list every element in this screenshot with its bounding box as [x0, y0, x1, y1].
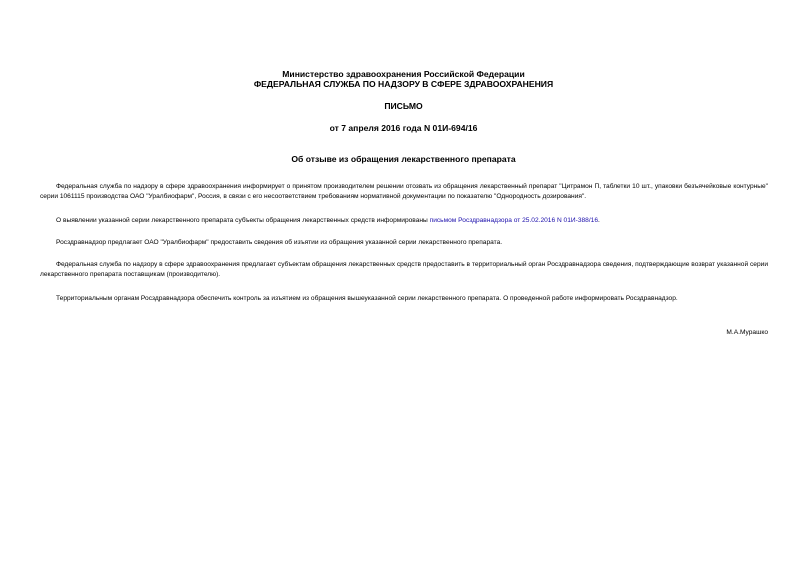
prior-letter-link[interactable]: письмом Росздравнадзора от 25.02.2016 N 01И-388/16	[429, 217, 598, 224]
document-type: ПИСЬМО	[384, 101, 423, 111]
paragraph-territorial-control: Территориальным органам Росздравнадзора обеспечить контроль за изъятием из обращения вышеуказанной серии лекарственного препарата. О проведенной работе информировать Росздравнадзор.	[56, 295, 678, 302]
ministry-name: Министерство здравоохранения Российской Федерации	[282, 69, 525, 79]
service-name: ФЕДЕРАЛЬНАЯ СЛУЖБА ПО НАДЗОРУ В СФЕРЕ ЗДРАВООХРАНЕНИЯ	[253, 79, 554, 89]
paragraph-recall-notice: Федеральная служба по надзору в сфере здравоохранения информирует о принятом производителем решении отозвать из обращения лекарственный препарат "Цитрамон П, таблетки 10 шт., упаковки безъячейковые контурные" серии 1061115 производства ОАО "Уралбиофарм", Россия, в связи с его несоответствием требованиям нормативной документации по показателю "Однородность дозирования".	[40, 183, 768, 200]
paragraph-prior-notice-text: О выявлении указанной серии лекарственного препарата субъекты обращения лекарственных средств информированы	[56, 217, 430, 224]
paragraph-prior-notice	[40, 216, 768, 226]
paragraph-prior-notice-end: .	[598, 217, 600, 224]
signature: М.А.Мурашко	[726, 329, 768, 336]
document-date-number: от 7 апреля 2016 года N 01И-694/16	[329, 123, 478, 133]
document-subject: Об отзыве из обращения лекарственного препарата	[291, 154, 516, 164]
paragraph-subjects-request: Федеральная служба по надзору в сфере здравоохранения предлагает субъектам обращения лекарственных средств предоставить в территориальный орган Росздравнадзора сведения, подтверждающие возврат указанной серии лекарственного препарата поставщикам (производителю).	[40, 261, 768, 278]
paragraph-manufacturer-request: Росздравнадзор предлагает ОАО "Уралбиофарм" предоставить сведения об изъятии из обращения указанной серии лекарственного препарата.	[56, 239, 503, 246]
